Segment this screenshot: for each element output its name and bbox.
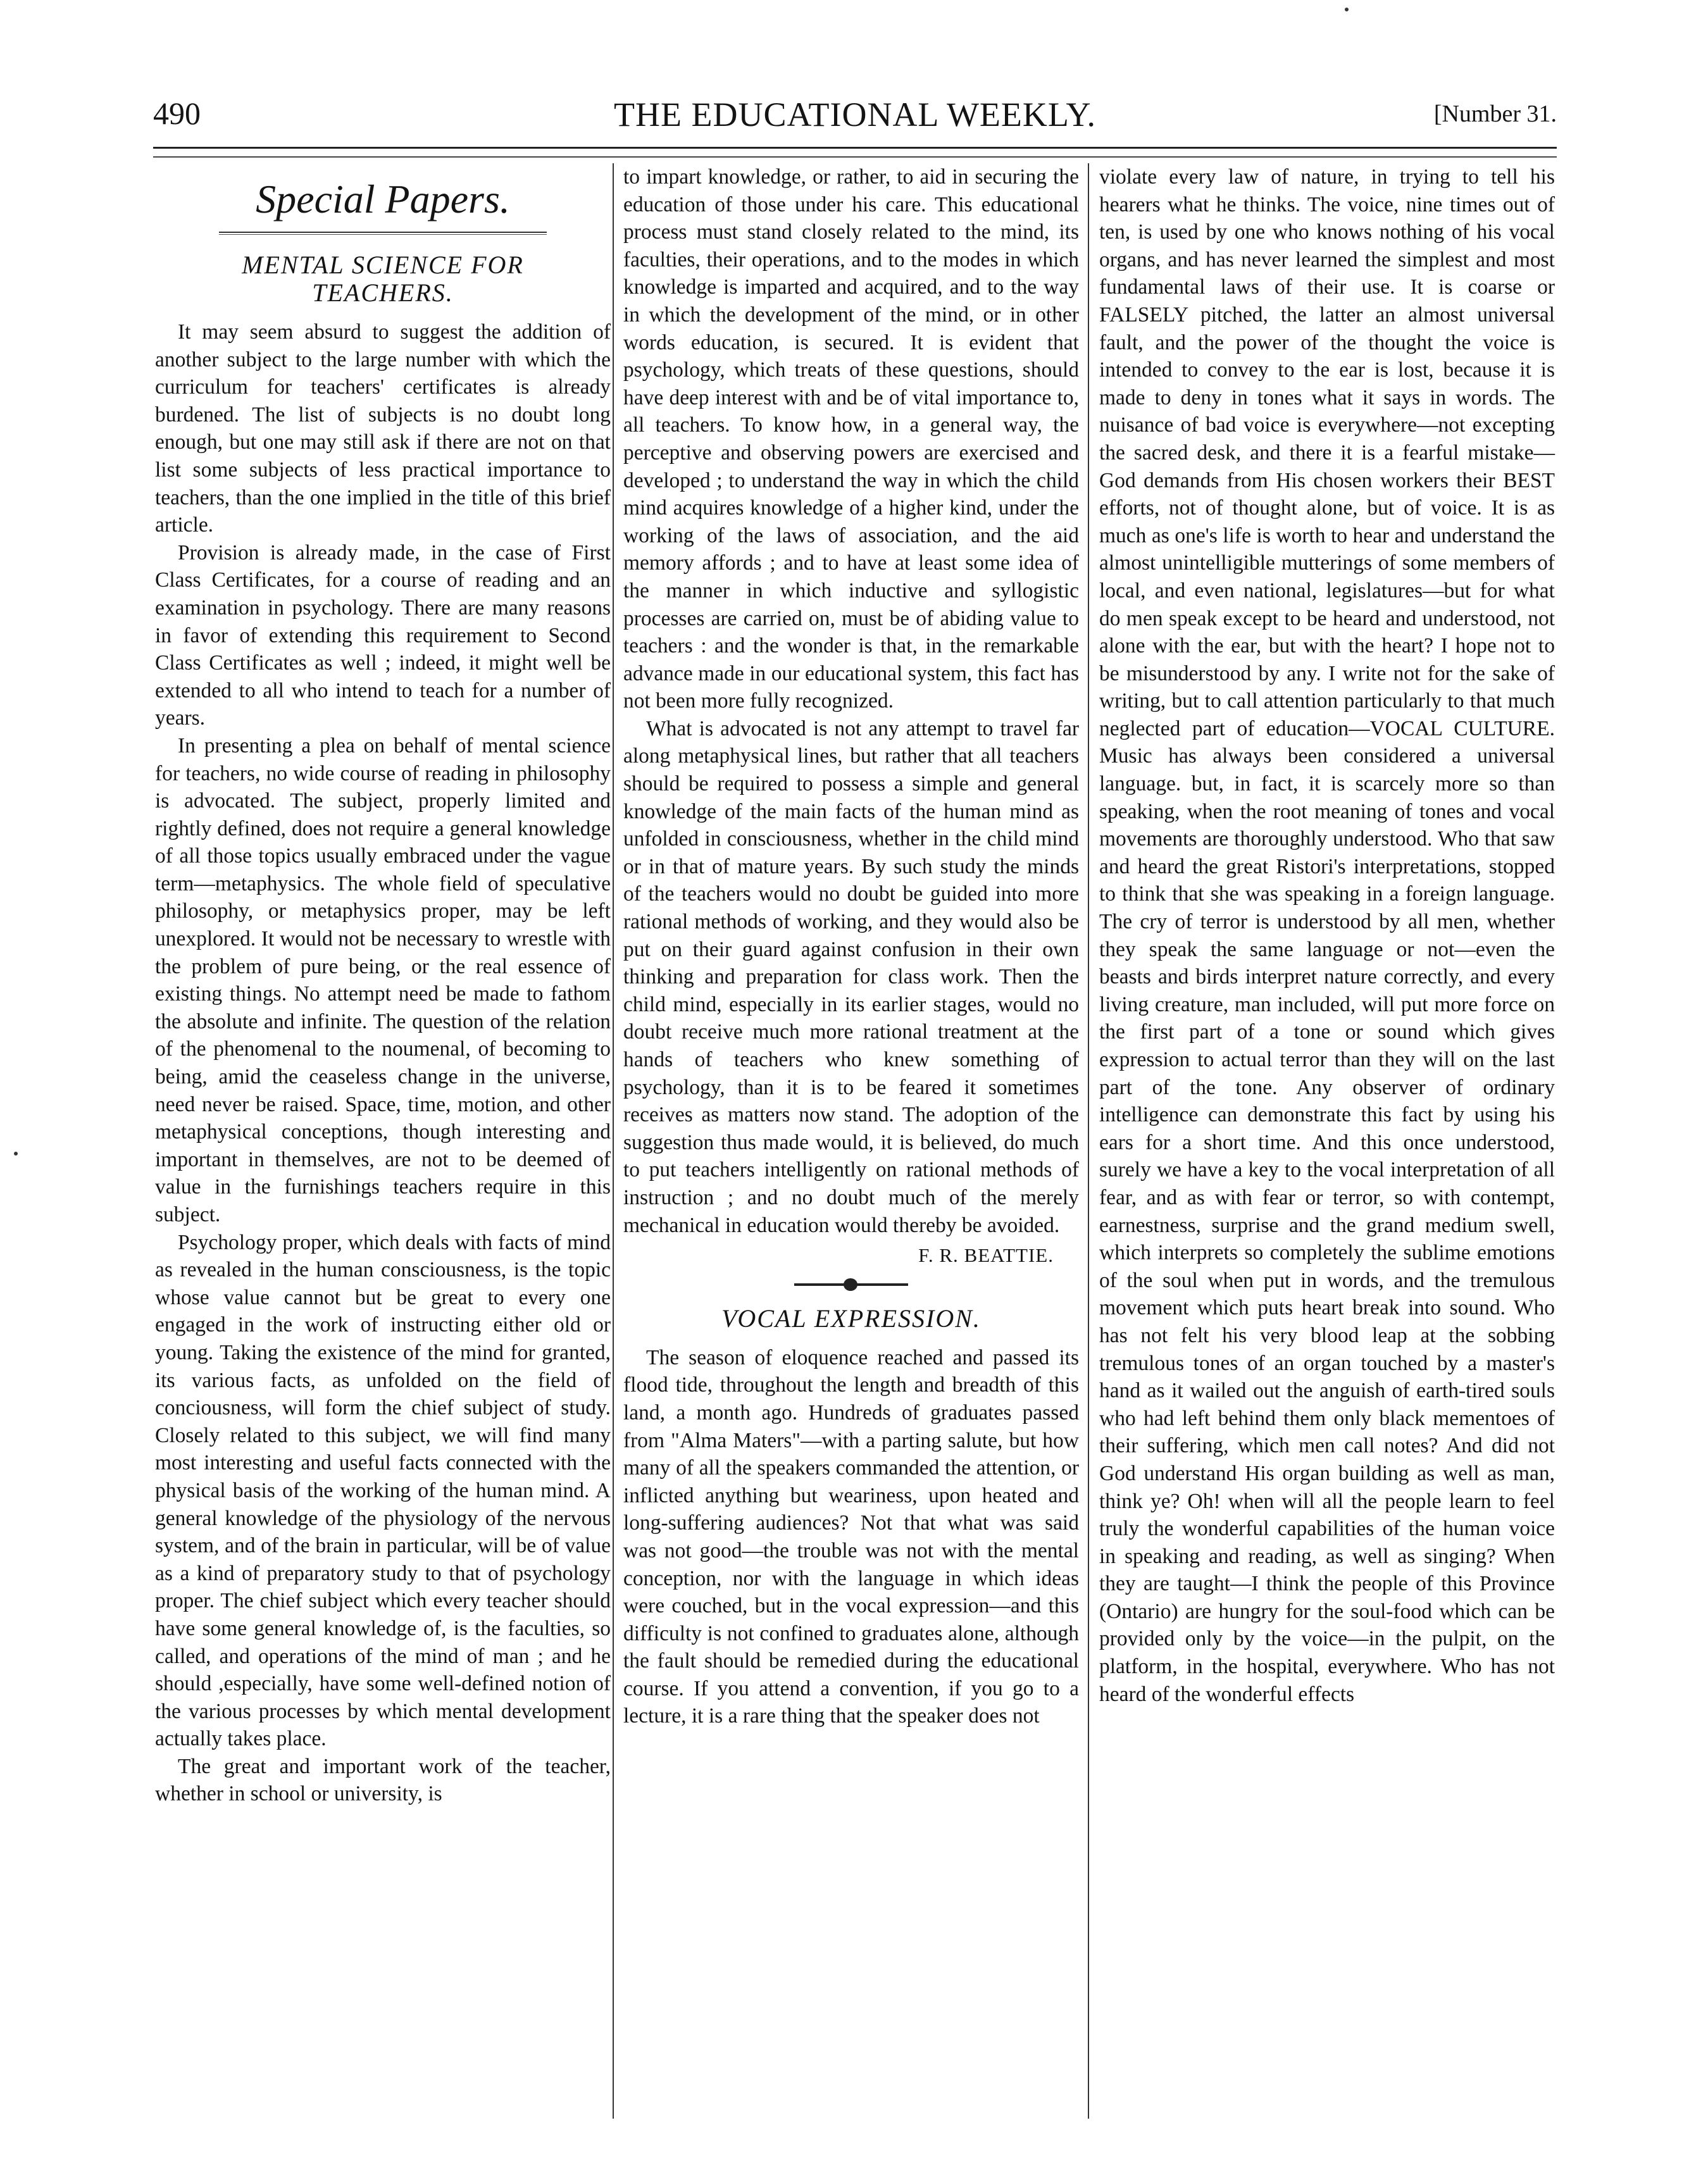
header-rule-thick [153,147,1557,149]
article-title: MENTAL SCIENCE FOR TEACHERS. [242,251,524,307]
column-3 [1099,163,1555,1708]
publication-title: THE EDUCATIONAL WEEKLY. [614,96,1096,134]
paragraph: Psychology proper, which deals with facts of mind as revealed in the human consciousness, is the topic whose value cannot but be great to every one engaged in the work of instructing either old or young. Taking the existence of the mind for granted, its various facts, as unfolded on the field of conciousness, will form the chief subject of study. Closely related to this subject, we will find many most interesting and useful facts connected with the physical basis of the working of the human mind. A general knowledge of the physiology of the nervous system, and of the brain in particular, will be of value as a kind of preparatory study to that of psychology proper. The chief subject which every teacher should have some general knowledge of, is the faculties, so called, and operations of the mind of man ; and he should ,especially, have some well-defined notion of the various processes by which mental development actually takes place. [155,1230,611,1751]
paragraph: In presenting a plea on behalf of mental science for teachers, no wide course of reading in philosophy is advocated. The subject, properly limited and rightly defined, does not require a general knowledge of all those topics usually embraced under the vague term—metaphysics. The whole field of speculative philosophy, or metaphysics proper, may be left unexplored. It would not be necessary to wrestle with the problem of pure being, or the real essence of existing things. No attempt need be made to fathom the absolute and infinite. The question of the relation of the phenomenal to the noumenal, of becoming to being, amid the ceaseless change in the universe, need never be raised. Space, time, motion, and other metaphysical conceptions, though interesting and important in themselves, are not to be deemed of value in the furnishings teachers require in this subject. [155,733,611,1226]
paragraph: The great and important work of the teacher, whether in school or university, is [155,1754,611,1806]
running-header [153,95,1557,139]
column-1 [155,163,611,1808]
page-number: 490 [153,96,201,131]
paragraph: What is advocated is not any attempt to travel far along metaphysical lines, but rather that all teachers should be required to possess a simple and general knowledge of the main facts of the human mind as unfolded in consciousness, whether in the child mind or in that of mature years. By such study the minds of the teachers would no doubt be guided into more rational methods of working, and they would also be put on their guard against confusion in their own thinking and preparation for class work. Then the child mind, especially in its earlier stages, would no doubt receive much more rational treatment at the hands of teachers who knew something of psychology, than it is to be feared it sometimes receives as matters now stand. The adoption of the suggestion thus made would, it is believed, do much to put teachers intelligently on rational methods of instruction ; and no doubt much of the merely mechanical in education would thereby be avoided. [623,716,1079,1237]
section-rule [219,234,547,235]
paragraph: violate every law of nature, in trying to tell his hearers what he thinks. The voice, nine times out of ten, is used by one who knows nothing of his vocal organs, and has never learned the simplest and most fundamental laws of their use. It is coarse or FALSELY pitched, the latter an almost universal fault, and the power of the thought the voice is intended to convey to the ear is lost, because it is made to deny in tones what it says in words. The nuisance of bad voice is everywhere—not excepting the sacred desk, and there it is a fearful mistake—God demands from His chosen workers their BEST efforts, not of thought alone, but of voice. It is as much as one's life is worth to hear and understand the almost unintelligible mutterings of some members of local, and even national, legislatures—but for what do men speak except to be heard and understood, not alone with the ear, but with the heart? I hope not to be misunderstood by any. I write not for the sake of writing, but to call attention particularly to that much neglected part of education—VOCAL CULTURE. Music has always been considered a universal language. but, in fact, it is scarcely more so than speaking, when the root meaning of tones and vocal movements are thoroughly understood. Who that saw and heard the great Ristori's interpretations, stopped to think that she was speaking in a foreign language. The cry of terror is understood by all men, whether they speak the same language or not—even the beasts and birds interpret nature correctly, and every living creature, man included, will put more force on the first part of a tone or sound which gives expression to actual terror than they will on the last part of the tone. Any observer of ordinary intelligence can demonstrate this fact by using his ears for a short time. And this once understood, surely we have a key to the vocal interpretation of all fear, and as with fear or terror, so with contempt, earnestness, surprise and the grand medium swell, which interprets so completely the sublime emotions of the soul when put in words, and the tremulous movement which puts heart break into sound. Who has not felt his very blood leap at the sobbing tremulous tones of an organ touched by a master's hand as it wailed out the anguish of earth-tired souls who had left behind them only black mementoes of their suffering, which men call notes? And did not God understand His organ building as well as man, think ye? Oh! when will all the people learn to feel truly the wonderful capabilities of the human voice in speaking and reading, as well as singing? When they are taught—I think the people of this Province (Ontario) are hungry for the soul-food which can be provided only by the voice—in the pulpit, on the platform, in the hospital, everywhere. Who has not heard of the wonderful effects [1099,165,1555,1706]
header-rule-thin [153,156,1557,158]
column-2 [623,163,1079,1730]
paragraph: It may seem absurd to suggest the addition of another subject to the large number with which the curriculum for teachers' certificates is already burdened. The list of subjects is no doubt long enough, but one may still ask if there are not on that list some subjects of less practical importance to teachers, than the one implied in the title of this brief article. [155,320,611,537]
article-title: VOCAL EXPRESSION. [721,1304,981,1333]
paragraph: The season of eloquence reached and passed its flood tide, throughout the length and breadth of this land, a month ago. Hundreds of graduates passed from "Alma Maters"—with a parting salute, but how many of all the speakers commanded the attention, or inflicted anything but weariness, upon heated and long-suffering audiences? Not that what was said was not good—the trouble was not with the mental conception, nor with the language in which ideas were couched, but in the vocal expression—and this difficulty is not confined to graduates alone, although the fault should be remedied during the educational course. If you attend a convention, if you go to a lecture, it is a rare thing that the speaker does not [623,1345,1079,1728]
author-signature: F. R. BEATTIE. [918,1244,1054,1267]
paragraph: to impart knowledge, or rather, to aid in securing the education of those under his care. This educational process must stand closely related to the mind, its faculties, their operations, and to the modes in which knowledge is imparted and acquired, and to the way in which the development of the mind, or in other words education, is secured. It is evident that psychology, which treats of these questions, should have deep interest with and be of vital importance to, all teachers. To know how, in a general way, the perceptive and observing powers are exercised and developed ; to understand the way in which the child mind acquires knowledge of a higher kind, under the working of the laws of association, and the aid memory affords ; and to have at least some idea of the manner in which inductive and syllogistic processes are carried on, must be of abiding value to teachers : and the wonder is that, in the remarkable advance made in our educational system, this fact has not been more fully recognized. [623,165,1079,713]
column-divider [613,163,614,2119]
issue-number: [Number 31. [1433,101,1557,127]
divider-ornament [794,1283,908,1286]
section-heading: Special Papers. [256,177,510,221]
section-rule [219,232,547,233]
column-divider [1088,163,1089,2119]
paragraph: Provision is already made, in the case of First Class Certificates, for a course of reading and an examination in psychology. There are many reasons in favor of extending this requirement to Second Class Certificates as well ; indeed, it might well be extended to all who intend to teach for a number of years. [155,540,611,730]
scan-speck [14,1152,18,1156]
scan-speck [1345,8,1349,11]
